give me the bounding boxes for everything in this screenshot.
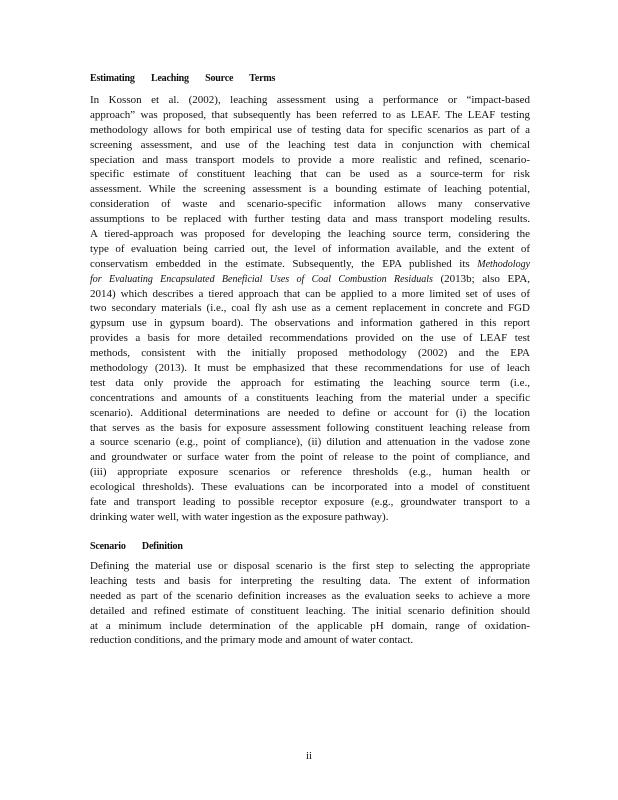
- text-line: [90, 153, 530, 168]
- text-line: [90, 272, 530, 287]
- line-text: ecological thresholds). These evaluations can be incorporated into a model of constituent: [90, 481, 530, 494]
- line-text: screening assessment, and use of the leaching test data in conjunction with chemical: [90, 138, 530, 151]
- line-text: drinking water well, with water ingestion as the exposure pathway).: [90, 510, 389, 523]
- text-line: [90, 480, 530, 495]
- page-number: ii: [305, 750, 313, 762]
- line-text: gypsum use in gypsum board). The observations and information gathered in this report: [90, 317, 530, 330]
- line-text: (iii) appropriate exposure scenarios or reference thresholds (e.g., human health or: [90, 466, 530, 479]
- text-line: [90, 450, 530, 465]
- text-line: [90, 346, 530, 361]
- line-text: detailed and refined estimate of constituent leaching. The initial scenario definition should: [90, 604, 530, 617]
- line-text: approach” was proposed, that subsequently has been referred to as LEAF. The LEAF testing: [90, 108, 530, 121]
- line-text: In Kosson et al. (2002), leaching assessment using a performance or “impact‐based: [90, 94, 530, 106]
- line-text: at a minimum include determination of the applicable pH domain, range of oxidation‐: [90, 619, 530, 632]
- text-line: [90, 93, 530, 108]
- line-text: reduction conditions, and the primary mode and amount of water contact.: [90, 634, 414, 647]
- text-line: [90, 197, 530, 212]
- line-text: assessment. While the screening assessment is a bounding estimate of leaching potential,: [90, 183, 530, 196]
- line-text: speciation and mass transport models to provide a more realistic and refined, scenario‐: [90, 153, 530, 166]
- text-line: [90, 495, 530, 510]
- line-text: scenario). Additional determinations are needed to define or account for (i) the location: [90, 406, 530, 419]
- line-text: type of evaluation being carried out, the level of information available, and the extent of: [90, 242, 530, 255]
- text-line: [90, 212, 530, 227]
- line-text: needed as part of the scenario definition increases as the evaluation seeks to achieve a more: [90, 589, 530, 602]
- line-text: methodology allows for both empirical use of testing data for specific scenarios as part of a: [90, 123, 530, 136]
- text-line: [90, 108, 530, 123]
- line-text: A tiered‐approach was proposed for developing the leaching source term, considering the: [90, 228, 530, 241]
- text-line: [90, 435, 530, 450]
- line-text: leaching tests and basis for interpreting the resulting data. The extent of information: [90, 574, 530, 587]
- line-text: specific estimate of constituent leaching that can be used as a source‐term for risk: [90, 168, 530, 181]
- section-heading-scenario-definition: Scenario Definition: [90, 541, 183, 552]
- text-line: [90, 633, 530, 648]
- text-line: [90, 589, 530, 604]
- line-text: assumptions to be replaced with further testing data and mass transport modeling results.: [90, 213, 530, 226]
- line-text: (2013b; also EPA,: [440, 272, 531, 285]
- text-line: [90, 361, 530, 376]
- line-text: a source scenario (e.g., point of compliance), (ii) dilution and attenuation in the vadose zone: [90, 436, 530, 449]
- text-line: [90, 257, 530, 272]
- section-heading-leaching-source-terms: Estimating Leaching Source Terms: [90, 73, 276, 84]
- line-text: two secondary materials (i.e., coal fly ash use as a cement replacement in concrete and FGD: [90, 302, 530, 315]
- text-line: [90, 559, 530, 574]
- text-line: [90, 242, 530, 257]
- line-text: 2014) which describes a tiered approach that can be applied to a more limited set of uses of: [90, 287, 530, 300]
- text-line: [90, 331, 530, 346]
- text-line: [90, 123, 530, 138]
- text-line: [90, 316, 530, 331]
- text-line: [90, 406, 530, 421]
- text-line: [90, 138, 530, 153]
- text-line: [90, 604, 530, 619]
- italic-title-text: Methodology: [477, 258, 531, 270]
- line-text: conservatism embedded in the estimate. Subsequently, the EPA published its: [90, 257, 470, 270]
- text-line: [90, 510, 530, 525]
- text-line: [90, 421, 530, 436]
- text-line: [90, 227, 530, 242]
- line-text: and groundwater or surface water from the point of release to the point of compliance, and: [90, 451, 530, 464]
- line-text: concentrations and amounts of a constituents leaching from the material under a specific: [90, 391, 530, 404]
- paragraph-leaching-source-terms: [90, 93, 530, 525]
- line-text: methods, consistent with the initially proposed methodology (2002) and the EPA: [90, 347, 530, 360]
- text-line: [90, 301, 530, 316]
- paragraph-scenario-definition: [90, 559, 530, 648]
- text-line: [90, 182, 530, 197]
- line-text: provides a basis for more detailed recommendations provided on the use of LEAF test: [90, 332, 530, 345]
- text-line: [90, 167, 530, 182]
- text-line: [90, 574, 530, 589]
- text-line: [90, 465, 530, 480]
- text-line: [90, 619, 530, 634]
- text-line: [90, 287, 530, 302]
- italic-title-text: for Evaluating Encapsulated Beneficial Uses of Coal Combustion Residuals: [90, 273, 433, 285]
- line-text: Defining the material use or disposal scenario is the first step to selecting the appropriate: [90, 560, 530, 572]
- line-text: test data only provide the approach for estimating the leaching source term (i.e.,: [90, 376, 530, 389]
- line-text: consideration of waste and scenario‐specific information allows many conservative: [90, 198, 530, 211]
- line-text: that serves as the basis for exposure assessment following constituent leaching release from: [90, 421, 530, 434]
- line-text: methodology (2013). It must be emphasized that these recommendations for use of leach: [90, 362, 530, 375]
- text-line: [90, 391, 530, 406]
- line-text: fate and transport leading to possible receptor exposure (e.g., groundwater transport to a: [90, 496, 530, 509]
- text-line: [90, 376, 530, 391]
